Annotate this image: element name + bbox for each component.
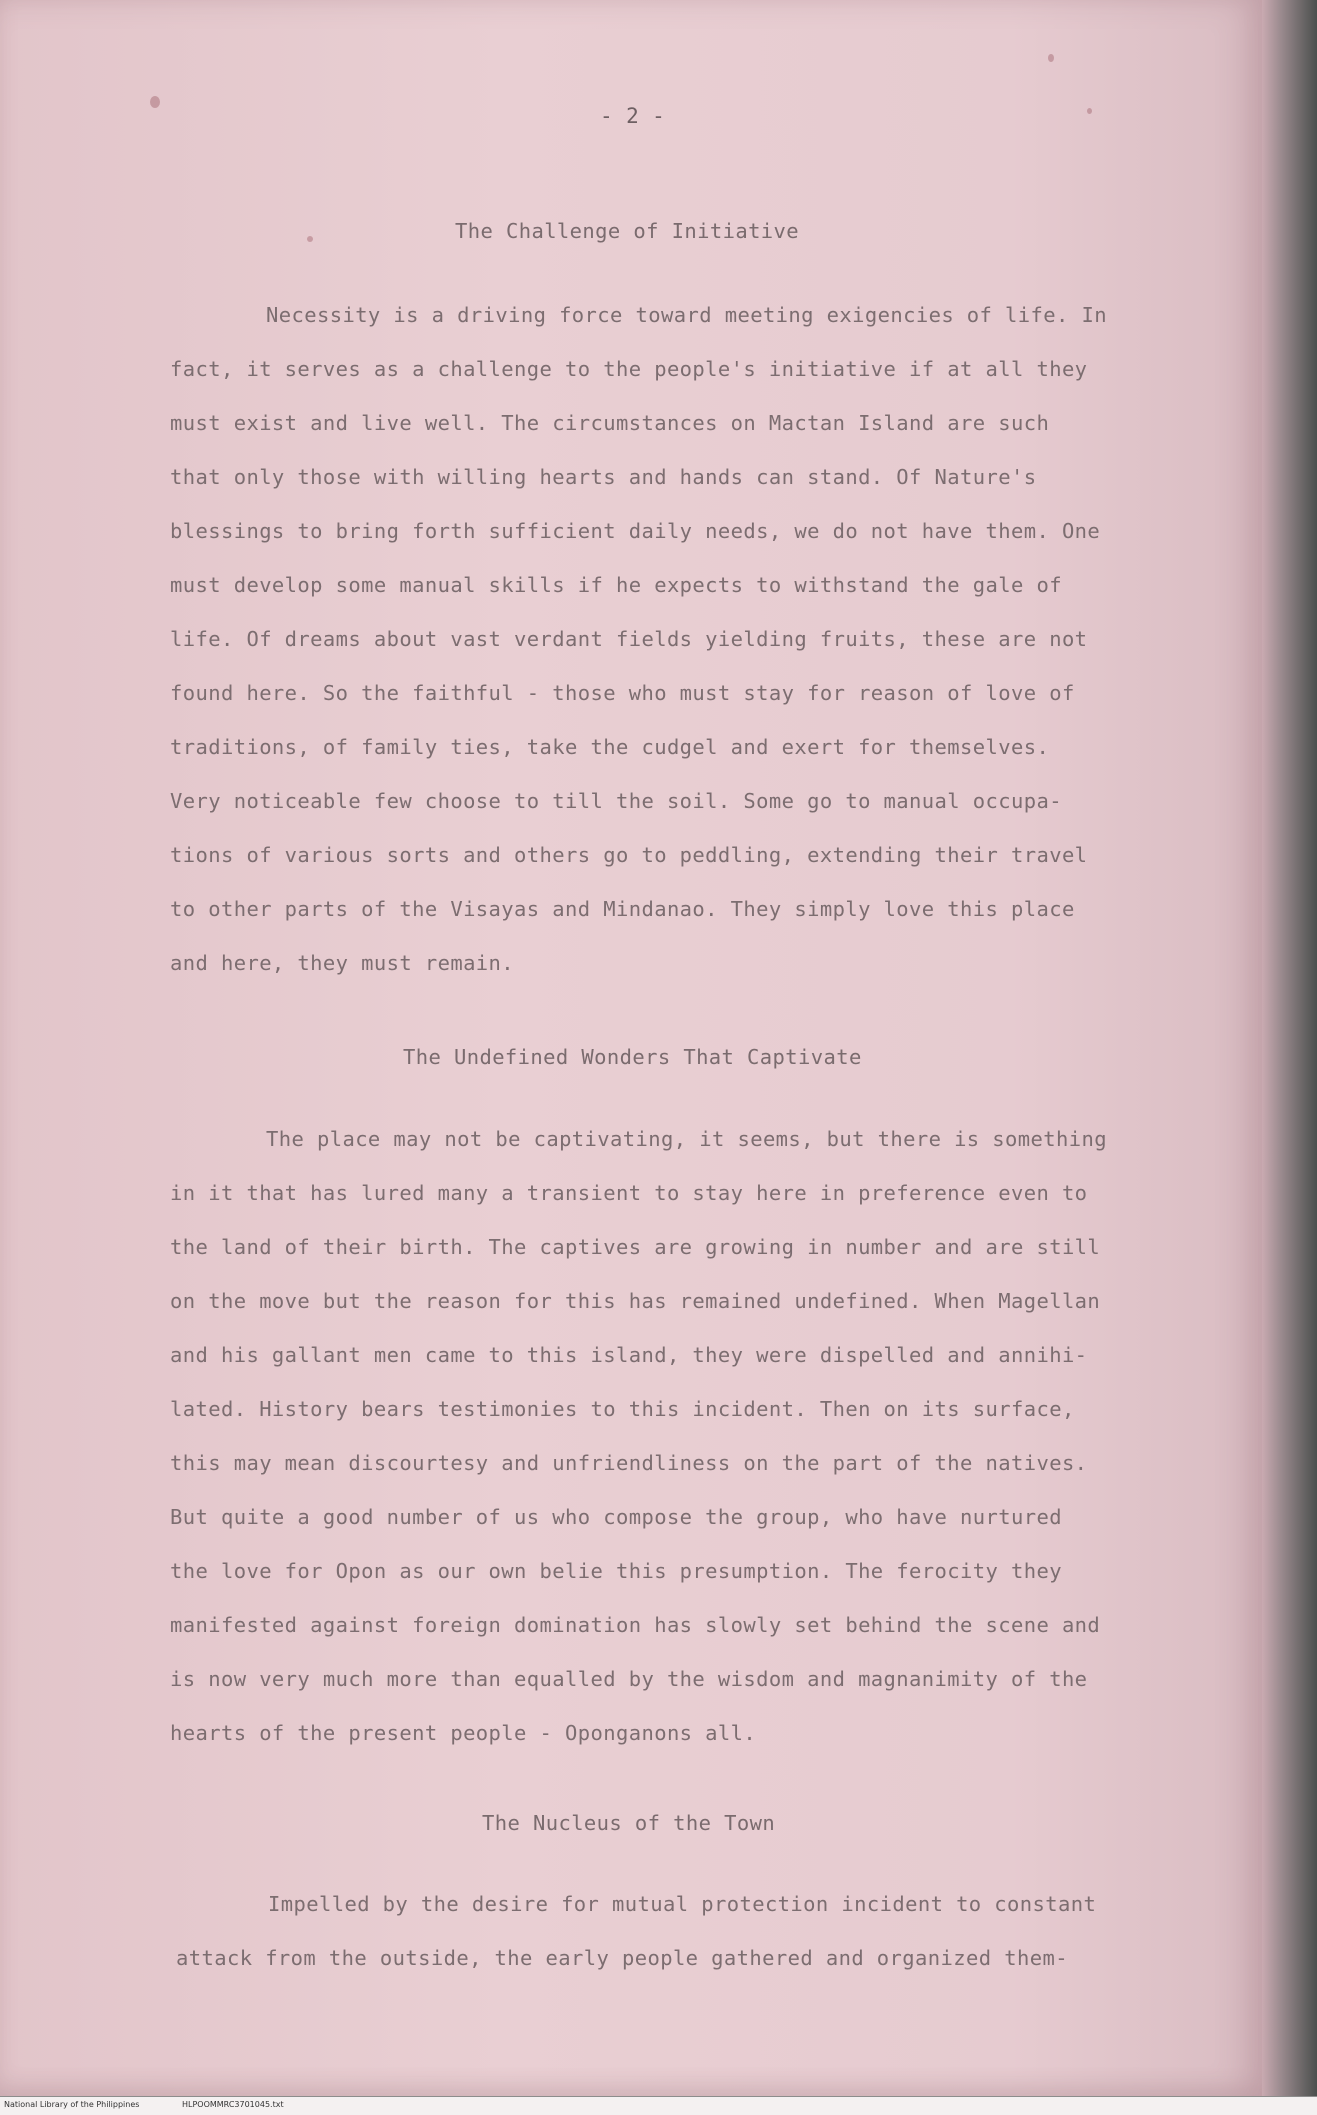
paragraph-line: manifested against foreign domination has slowly set behind the scene and [170, 1613, 1101, 1637]
footer-text [4, 2100, 324, 2109]
paper-stain [1087, 108, 1092, 114]
paragraph-line: blessings to bring forth sufficient daily needs, we do not have them. One [170, 519, 1101, 543]
paragraph-line: The place may not be captivating, it seems, but there is something [266, 1127, 1107, 1151]
paragraph-line: on the move but the reason for this has remained undefined. When Magellan [170, 1289, 1101, 1313]
paragraph-line: But quite a good number of us who compose the group, who have nurtured [170, 1505, 1062, 1529]
paragraph-line: to other parts of the Visayas and Mindanao. They simply love this place [170, 897, 1075, 921]
paragraph-line: attack from the outside, the early people gathered and organized them- [176, 1946, 1068, 1970]
paragraph-line: and here, they must remain. [170, 951, 515, 975]
page-edge [1262, 0, 1317, 2096]
paper-stain [150, 96, 160, 108]
footer-left: National Library of the Philippines [4, 2100, 140, 2109]
page-number: - 2 - [600, 104, 666, 128]
archive-footer [0, 2096, 1317, 2115]
paragraph-line: the love for Opon as our own belie this presumption. The ferocity they [170, 1559, 1062, 1583]
paragraph-line: traditions, of family ties, take the cudgel and exert for themselves. [170, 735, 1050, 759]
paragraph-line: this may mean discourtesy and unfriendliness on the part of the natives. [170, 1451, 1088, 1475]
paragraph-line: hearts of the present people - Oponganons all. [170, 1721, 757, 1745]
section-heading: The Nucleus of the Town [482, 1811, 776, 1835]
paper-stain [1048, 54, 1054, 62]
paragraph-line: found here. So the faithful - those who must stay for reason of love of [170, 681, 1075, 705]
paragraph-line: the land of their birth. The captives are growing in number and are still [170, 1235, 1101, 1259]
paragraph-line: Necessity is a driving force toward meeting exigencies of life. In [266, 303, 1107, 327]
paper-stain [307, 236, 313, 242]
paragraph-line: Impelled by the desire for mutual protection incident to constant [268, 1892, 1097, 1916]
footer-right: HLPOOMMRC3701045.txt [181, 2100, 284, 2109]
paragraph-line: life. Of dreams about vast verdant fields yielding fruits, these are not [170, 627, 1088, 651]
paragraph-line: lated. History bears testimonies to this incident. Then on its surface, [170, 1397, 1075, 1421]
paragraph-line: must develop some manual skills if he expects to withstand the gale of [170, 573, 1062, 597]
paragraph-line: Very noticeable few choose to till the soil. Some go to manual occupa- [170, 789, 1062, 813]
paragraph-line: is now very much more than equalled by the wisdom and magnanimity of the [170, 1667, 1088, 1691]
paragraph-line: fact, it serves as a challenge to the people's initiative if at all they [170, 357, 1088, 381]
paragraph-line: that only those with willing hearts and hands can stand. Of Nature's [170, 465, 1037, 489]
paragraph-line: must exist and live well. The circumstances on Mactan Island are such [170, 411, 1050, 435]
paragraph-line: tions of various sorts and others go to peddling, extending their travel [170, 843, 1088, 867]
section-heading: The Challenge of Initiative [455, 219, 800, 243]
section-heading: The Undefined Wonders That Captivate [403, 1045, 862, 1069]
paragraph-line: and his gallant men came to this island, they were dispelled and annihi- [170, 1343, 1088, 1367]
paragraph-line: in it that has lured many a transient to stay here in preference even to [170, 1181, 1088, 1205]
